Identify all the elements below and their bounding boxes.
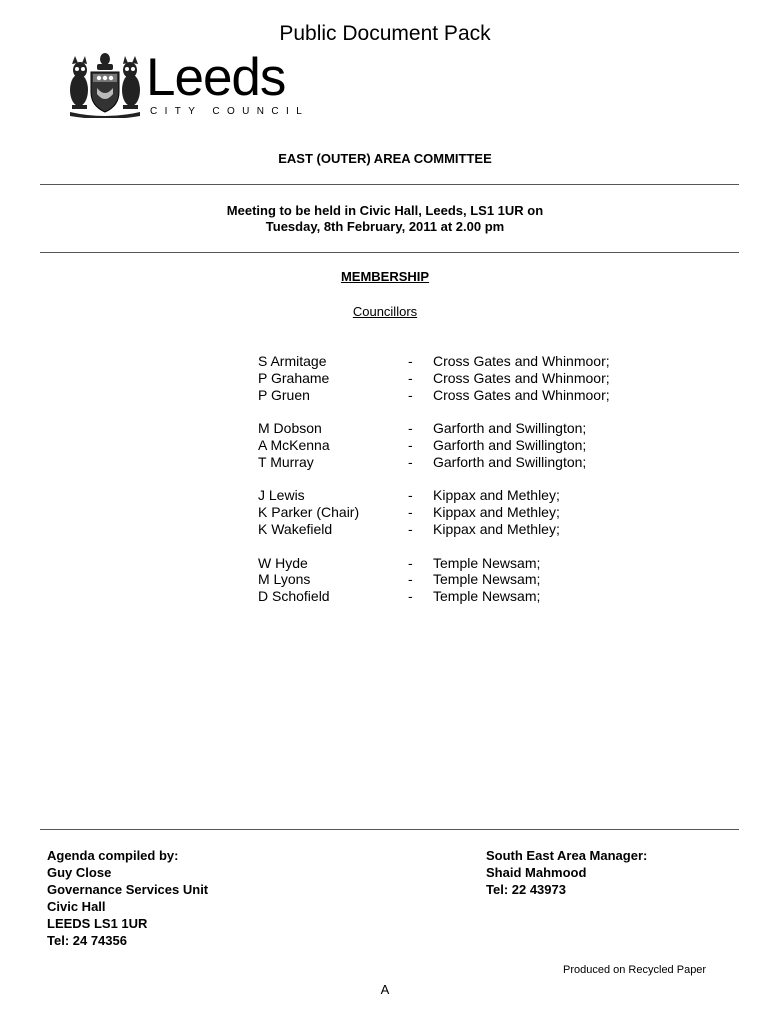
area-manager-name: Shaid Mahmood — [486, 865, 587, 880]
member-separator: - — [408, 436, 413, 453]
compiler-tel: Tel: 24 74356 — [47, 933, 127, 948]
member-ward: Cross Gates and Whinmoor; — [433, 353, 610, 369]
member-ward: Garforth and Swillington; — [433, 420, 587, 437]
leeds-wordmark: Leeds — [146, 48, 286, 107]
compiler-unit: Governance Services Unit — [47, 882, 209, 897]
leeds-crest-icon — [66, 50, 144, 118]
compiler-place: Civic Hall — [47, 899, 106, 914]
member-ward: Kippax and Methley; — [433, 504, 560, 521]
area-manager-label: South East Area Manager: — [486, 848, 648, 863]
member-separator: - — [408, 520, 413, 537]
member-name: T Murray — [258, 453, 314, 470]
member-name: P Grahame — [258, 369, 330, 386]
area-manager-tel: Tel: 22 43973 — [486, 882, 566, 897]
member-separator: - — [408, 386, 413, 403]
member-ward: Cross Gates and Whinmoor; — [433, 369, 610, 386]
agenda-compiler-block — [47, 847, 208, 949]
member-ward: Temple Newsam; — [433, 571, 541, 588]
member-ward: Cross Gates and Whinmoor; — [433, 386, 610, 403]
member-name: M Lyons — [258, 571, 311, 588]
member-name: K Wakefield — [258, 520, 333, 537]
member-ward: Temple Newsam; — [433, 588, 541, 605]
meeting-location-line: Meeting to be held in Civic Hall, Leeds, LS1 1UR on — [226, 203, 544, 218]
member-name: D Schofield — [258, 588, 330, 605]
member-name: A McKenna — [258, 436, 330, 453]
member-separator: - — [408, 487, 413, 504]
page-letter: A — [380, 982, 390, 997]
recycled-paper-note: Produced on Recycled Paper — [563, 964, 707, 976]
member-separator: - — [408, 353, 413, 369]
public-document-pack-header: Public Document Pack — [279, 22, 491, 45]
member-ward: Temple Newsam; — [433, 554, 541, 571]
member-ward: Kippax and Methley; — [433, 487, 560, 504]
councillors-subheading: Councillors — [352, 304, 418, 319]
committee-title: EAST (OUTER) AREA COMMITTEE — [278, 151, 492, 166]
area-manager-block — [486, 847, 647, 898]
divider — [40, 184, 739, 185]
member-separator: - — [408, 453, 413, 470]
member-separator: - — [408, 571, 413, 588]
membership-heading: MEMBERSHIP — [340, 269, 430, 284]
compiler-postcode: LEEDS LS1 1UR — [47, 916, 148, 931]
member-separator: - — [408, 588, 413, 605]
member-name: J Lewis — [258, 487, 305, 504]
member-separator: - — [408, 554, 413, 571]
member-separator: - — [408, 504, 413, 521]
meeting-details — [0, 203, 770, 235]
member-separator: - — [408, 369, 413, 386]
member-ward: Garforth and Swillington; — [433, 453, 587, 470]
member-name: W Hyde — [258, 554, 308, 571]
member-separator: - — [408, 420, 413, 437]
agenda-compiled-label: Agenda compiled by: — [47, 848, 179, 863]
member-ward: Garforth and Swillington; — [433, 436, 587, 453]
member-name: K Parker (Chair) — [258, 504, 360, 521]
city-council-subtitle: CITY COUNCIL — [150, 106, 310, 117]
divider — [40, 252, 739, 253]
meeting-date-line: Tuesday, 8th February, 2011 at 2.00 pm — [265, 219, 505, 234]
compiler-name: Guy Close — [47, 865, 112, 880]
member-name: P Gruen — [258, 386, 310, 403]
member-name: S Armitage — [258, 353, 327, 369]
divider — [40, 829, 739, 830]
member-ward: Kippax and Methley; — [433, 520, 560, 537]
member-name: M Dobson — [258, 420, 322, 437]
